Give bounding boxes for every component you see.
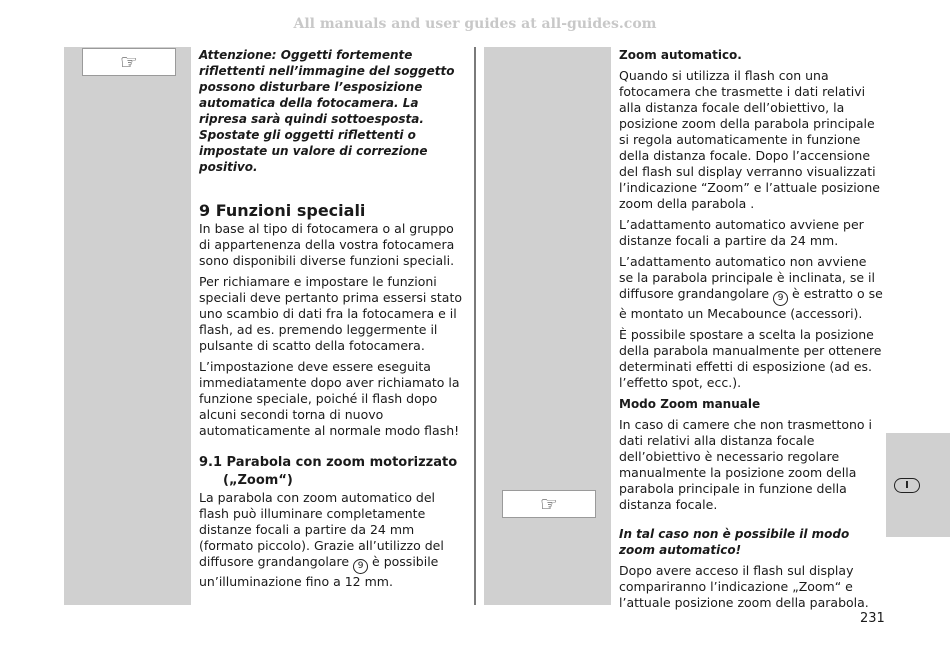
heading-modo-zoom-manuale: Modo Zoom manuale [619, 397, 761, 411]
paragraph [199, 490, 465, 590]
subsection-title [199, 454, 465, 490]
subsection-title-continuation: („Zoom“) [223, 473, 293, 488]
paragraph: Quando si utilizza il flash con una fotocamera che trasmette i dati relativi alla distanza focale dell’obiettivo, la posizione zoom della parabola principale si regola automaticamente in funzione della distanza focale. Dopo l’accensione del flash sul display verranno visualizzati l’indicazione “Zoom” e l’attuale posizione zoom della parabola . [619, 68, 880, 211]
paragraph: Dopo avere acceso il flash sul display compariranno l’indicazione „Zoom“ e l’attuale posizione zoom della parabola. [619, 563, 869, 610]
column-divider [474, 47, 476, 605]
page-number: 231 [860, 611, 885, 626]
paragraph: In caso di camere che non trasmettono i dati relativi alla distanza focale dell’obiettivo è necessario regolare manualmente la posizione zoom della parabola principale in funzione della distanza focale. [619, 417, 873, 512]
paragraph: L’impostazione deve essere eseguita immediatamente dopo aver richiamato la funzione speciale, poiché il flash dopo alcuni secondi torna di nuovo automaticamente al normale modo flash! [199, 359, 460, 438]
reference-number: 9 [353, 559, 368, 574]
left-margin-band [64, 47, 191, 605]
right-margin-band [484, 47, 611, 605]
pointing-hand-icon: ☞ [82, 48, 176, 76]
paragraph-text: L’adattamento automatico non avviene se la parabola principale è inclinata, se il diffusore grandangolare [619, 254, 875, 301]
warning-note: Attenzione: Oggetti fortemente riflettenti nell’immagine del soggetto possono disturbare l’esposizione automatica della fotocamera. La ripresa sarà quindi sottoesposta. Spostate gli oggetti riflettenti o impostate un valore di correzione positivo. [199, 48, 455, 174]
paragraph-text: La parabola con zoom automatico del flash può illuminare completamente distanze focali a partire da 24 mm (formato piccolo). Grazie all’utilizzo del diffusore grandangolare [199, 490, 444, 569]
paragraph-text: è estratto o se è montato un Mecabounce (accessori). [619, 286, 883, 321]
paragraph [619, 254, 883, 322]
watermark: All manuals and user guides at all-guides.com [293, 16, 657, 32]
warning-note: In tal caso non è possibile il modo zoom automatico! [619, 527, 850, 557]
paragraph: È possibile spostare a scelta la posizione della parabola manualmente per ottenere determinati effetti di esposizione (ad es. l’effetto spot, ecc.). [619, 327, 882, 390]
reference-number: 9 [773, 291, 788, 306]
pointing-hand-icon: ☞ [502, 490, 596, 518]
left-column [199, 47, 465, 595]
language-indicator: I [894, 478, 920, 493]
right-column [619, 47, 883, 616]
paragraph-text: è possibile un’illuminazione fino a 12 mm. [199, 554, 439, 589]
paragraph: In base al tipo di fotocamera o al gruppo di appartenenza della vostra fotocamera sono disponibili diverse funzioni speciali. [199, 221, 455, 268]
paragraph: L’adattamento automatico avviene per distanze focali a partire da 24 mm. [619, 217, 864, 248]
section-title: 9 Funzioni speciali [199, 201, 366, 220]
heading-zoom-automatico: Zoom automatico. [619, 48, 742, 62]
paragraph: Per richiamare e impostare le funzioni speciali deve pertanto prima essersi stato uno scambio di dati fra la fotocamera e il flash, ad es. premendo leggermente il pulsante di scatto della fotocamera. [199, 274, 463, 353]
subsection-title-line: 9.1 Parabola con zoom motorizzato [199, 455, 458, 470]
